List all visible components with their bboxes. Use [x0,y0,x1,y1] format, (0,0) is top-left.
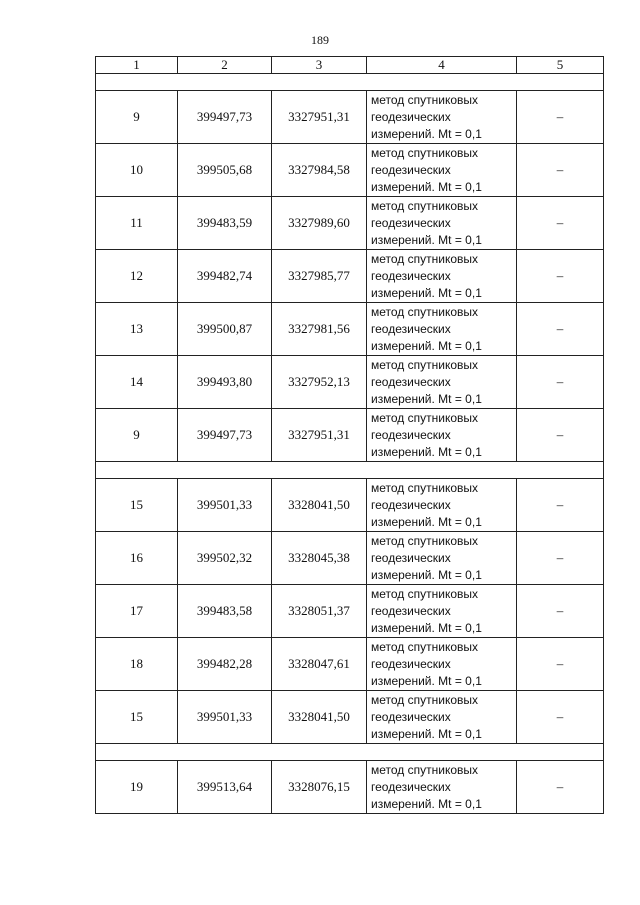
y-coordinate-cell: 3328051,37 [272,585,367,638]
method-cell [367,356,517,409]
method-line: метод спутниковых [371,586,479,601]
note-cell: – [517,144,604,197]
y-coordinate-cell: 3328041,50 [272,479,367,532]
method-line: геодезических [371,656,451,671]
y-coordinate-cell: 3327951,31 [272,409,367,462]
method-line: измерений. Mt = 0,1 [371,391,482,406]
method-line: измерений. Mt = 0,1 [371,514,482,529]
y-coordinate-cell: 3328045,38 [272,532,367,585]
note-cell: – [517,197,604,250]
method-line: измерений. Mt = 0,1 [371,126,482,141]
group-separator-row [96,744,604,761]
method-line: метод спутниковых [371,533,479,548]
method-line: метод спутниковых [371,357,479,372]
table-row [96,479,604,532]
x-coordinate-cell: 399493,80 [178,356,272,409]
y-coordinate-cell: 3328076,15 [272,761,367,814]
method-line: метод спутниковых [371,639,479,654]
note-cell: – [517,91,604,144]
point-number-cell: 18 [96,638,178,691]
y-coordinate-cell: 3327952,13 [272,356,367,409]
table-row [96,409,604,462]
method-cell [367,532,517,585]
y-coordinate-cell: 3327985,77 [272,250,367,303]
table-row [96,303,604,356]
method-line: геодезических [371,497,451,512]
table-row [96,532,604,585]
group-separator-row [96,74,604,91]
table-row [96,250,604,303]
method-line: измерений. Mt = 0,1 [371,338,482,353]
note-cell: – [517,585,604,638]
point-number-cell: 11 [96,197,178,250]
method-line: геодезических [371,162,451,177]
method-line: измерений. Mt = 0,1 [371,285,482,300]
method-line: метод спутниковых [371,251,479,266]
table-row [96,638,604,691]
method-line: геодезических [371,779,451,794]
point-number-cell: 15 [96,691,178,744]
method-line: измерений. Mt = 0,1 [371,620,482,635]
x-coordinate-cell: 399482,28 [178,638,272,691]
x-coordinate-cell: 399501,33 [178,479,272,532]
method-line: измерений. Mt = 0,1 [371,232,482,247]
note-cell: – [517,479,604,532]
y-coordinate-cell: 3328047,61 [272,638,367,691]
method-line: геодезических [371,268,451,283]
x-coordinate-cell: 399497,73 [178,409,272,462]
note-cell: – [517,532,604,585]
method-cell [367,761,517,814]
coordinates-table [95,56,604,814]
method-cell [367,197,517,250]
point-number-cell: 9 [96,409,178,462]
header-row [96,57,604,74]
y-coordinate-cell: 3327981,56 [272,303,367,356]
method-line: геодезических [371,109,451,124]
table-body [96,57,604,814]
table-row [96,144,604,197]
method-cell [367,585,517,638]
method-line: метод спутниковых [371,410,479,425]
x-coordinate-cell: 399513,64 [178,761,272,814]
separator-cell [96,74,604,91]
method-cell [367,303,517,356]
separator-cell [96,744,604,761]
method-line: геодезических [371,215,451,230]
note-cell: – [517,638,604,691]
table-row [96,91,604,144]
note-cell: – [517,761,604,814]
separator-cell [96,462,604,479]
group-separator-row [96,462,604,479]
method-cell [367,479,517,532]
y-coordinate-cell: 3328041,50 [272,691,367,744]
table-row [96,356,604,409]
method-line: метод спутниковых [371,145,479,160]
y-coordinate-cell: 3327984,58 [272,144,367,197]
note-cell: – [517,409,604,462]
method-cell [367,250,517,303]
x-coordinate-cell: 399482,74 [178,250,272,303]
method-line: измерений. Mt = 0,1 [371,673,482,688]
y-coordinate-cell: 3327951,31 [272,91,367,144]
method-line: геодезических [371,321,451,336]
x-coordinate-cell: 399497,73 [178,91,272,144]
point-number-cell: 14 [96,356,178,409]
point-number-cell: 9 [96,91,178,144]
point-number-cell: 15 [96,479,178,532]
method-line: метод спутниковых [371,762,479,777]
method-cell [367,409,517,462]
method-line: измерений. Mt = 0,1 [371,179,482,194]
method-line: метод спутниковых [371,304,479,319]
x-coordinate-cell: 399500,87 [178,303,272,356]
method-cell [367,638,517,691]
x-coordinate-cell: 399502,32 [178,532,272,585]
method-cell [367,144,517,197]
header-cell: 2 [178,57,272,74]
x-coordinate-cell: 399483,59 [178,197,272,250]
point-number-cell: 16 [96,532,178,585]
method-line: геодезических [371,603,451,618]
note-cell: – [517,250,604,303]
header-cell: 1 [96,57,178,74]
point-number-cell: 17 [96,585,178,638]
method-line: измерений. Mt = 0,1 [371,796,482,811]
table-row [96,691,604,744]
table-row [96,197,604,250]
page-number: 189 [311,33,329,47]
header-cell: 5 [517,57,604,74]
header-cell: 4 [367,57,517,74]
method-cell [367,91,517,144]
note-cell: – [517,303,604,356]
header-cell: 3 [272,57,367,74]
method-cell [367,691,517,744]
x-coordinate-cell: 399501,33 [178,691,272,744]
method-line: геодезических [371,550,451,565]
note-cell: – [517,691,604,744]
method-line: измерений. Mt = 0,1 [371,444,482,459]
point-number-cell: 12 [96,250,178,303]
method-line: геодезических [371,374,451,389]
note-cell: – [517,356,604,409]
y-coordinate-cell: 3327989,60 [272,197,367,250]
method-line: метод спутниковых [371,480,479,495]
point-number-cell: 19 [96,761,178,814]
method-line: метод спутниковых [371,92,479,107]
table-row [96,585,604,638]
method-line: геодезических [371,709,451,724]
method-line: измерений. Mt = 0,1 [371,567,482,582]
table-row [96,761,604,814]
method-line: метод спутниковых [371,692,479,707]
method-line: метод спутниковых [371,198,479,213]
method-line: геодезических [371,427,451,442]
x-coordinate-cell: 399483,58 [178,585,272,638]
point-number-cell: 13 [96,303,178,356]
x-coordinate-cell: 399505,68 [178,144,272,197]
method-line: измерений. Mt = 0,1 [371,726,482,741]
point-number-cell: 10 [96,144,178,197]
